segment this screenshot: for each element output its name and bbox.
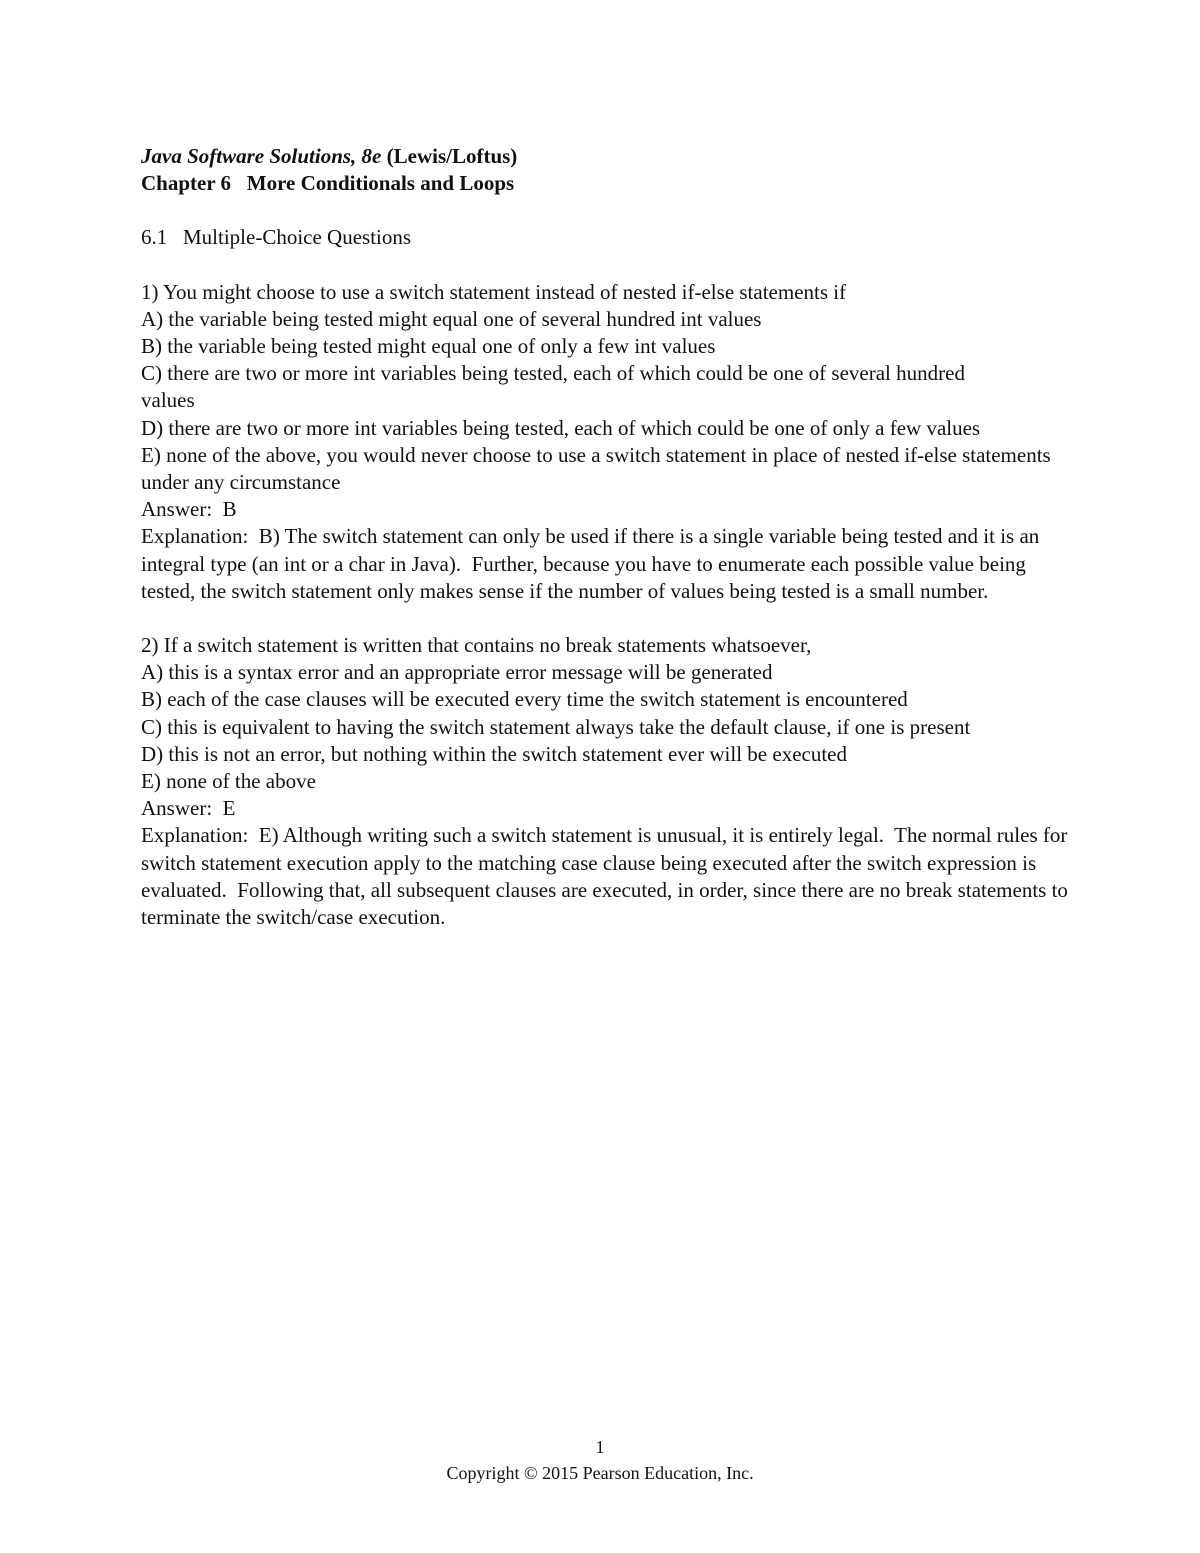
option-b: B) each of the case clauses will be executed every time the switch statement is encountered [141,687,908,712]
section-title: 6.1 Multiple-Choice Questions [141,225,412,250]
question-2 [141,632,1074,931]
page-number: 1 [595,1437,605,1457]
option-d: D) this is not an error, but nothing within the switch statement ever will be executed [141,741,847,766]
option-e: E) none of the above, you would never choose to use a switch statement in place of nested if-else statements under any circumstance [141,442,1051,495]
option-e: E) none of the above [141,769,316,794]
answer: Answer: B [141,497,237,522]
copyright-notice: Copyright © 2015 Pearson Education, Inc. [446,1463,754,1483]
option-d: D) there are two or more int variables being tested, each of which could be one of only a few values [141,415,981,440]
option-a: A) the variable being tested might equal one of several hundred int values [141,306,762,331]
multiple-choice-section [141,224,1074,931]
explanation: Explanation: B) The switch statement can only be used if there is a single variable being tested and it is an integral type (an int or a char in Java). Further, because you have to enumerate each possible value being tested, the switch statement only makes sense if the number of values being tested is a small number. [141,524,1045,603]
book-heading [141,143,1071,170]
chapter-title: Chapter 6 More Conditionals and Loops [141,171,515,196]
question-stem: 2) If a switch statement is written that contains no break statements whatsoever, [141,633,812,658]
option-b: B) the variable being tested might equal one of only a few int values [141,334,716,359]
answer: Answer: E [141,796,236,821]
option-c: C) this is equivalent to having the switch statement always take the default clause, if one is present [141,714,971,739]
explanation: Explanation: E) Although writing such a switch statement is unusual, it is entirely legal. The normal rules for switch statement execution apply to the matching case clause being executed after the switch expression is evaluated. Following that, all subsequent clauses are executed, in order, since there are no break statements to terminate the switch/case execution. [141,823,1074,930]
option-a: A) this is a syntax error and an appropriate error message will be generated [141,660,773,685]
question-stem: 1) You might choose to use a switch statement instead of nested if-else statements if [141,279,847,304]
book-title: Java Software Solutions, 8e [141,144,382,168]
book-authors: (Lewis/Loftus) [386,144,518,168]
option-c: C) there are two or more int variables being tested, each of which could be one of several hundred values [141,361,965,413]
question-1 [141,279,1071,605]
page-content [141,143,1074,958]
